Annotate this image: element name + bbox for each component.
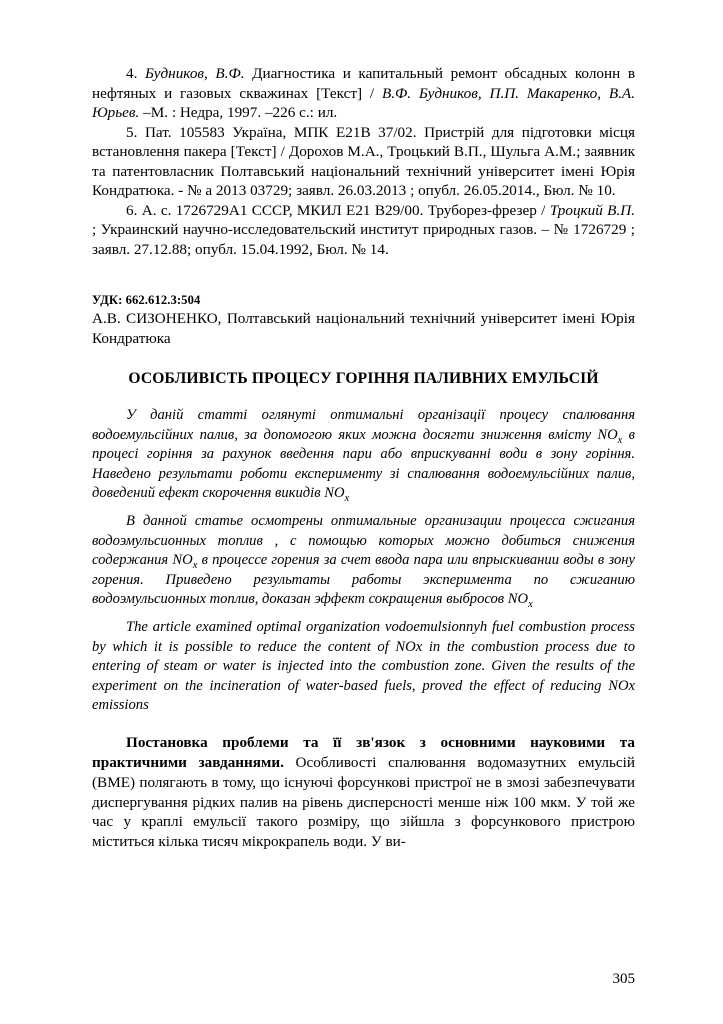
- reference-number: 6.: [126, 201, 142, 219]
- references-list: [92, 64, 635, 259]
- udk-code: УДК: 662.612.3:504: [92, 293, 201, 308]
- reference-author-italic: Будников, В.Ф.: [145, 65, 245, 82]
- body-bold-lead: Постановка проблеми та її зв'язок з основними науковими та практичними завданнями.: [92, 734, 635, 772]
- reference-item-6: [92, 201, 635, 260]
- reference-text-part2: ; Украинский научно-исследовательский институт природных газов. – № 1726729 ; заявл. 27.12.88; опубл. 15.04.1992, Бюл. № 14.: [92, 221, 635, 258]
- abstract-ukrainian: [92, 406, 635, 503]
- body-section: [92, 733, 635, 852]
- abstract-ua-part1: У даній статті оглянуті оптимальні організації процесу спалювання водоемульсійних палив, за допомогою яких можна досягти зниження вмісту NO: [92, 407, 635, 443]
- reference-number: 4.: [126, 65, 146, 82]
- reference-number: 5.: [126, 123, 145, 141]
- reference-text-part1: Диагностика и капитальный ремонт обсадных колонн в нефтяных и газовых скважинах [Текст] /: [92, 65, 636, 102]
- abstract-ua-part2: в процесі горіння за рахунок введення пари або вприскуванні води в зону горіння. Наведено результати роботи експерименту зі спалювання водоемульсійних палив, доведений ефект скорочення викидів NO: [92, 426, 635, 501]
- reference-item-5: [92, 123, 635, 201]
- body-paragraph: [92, 733, 635, 852]
- abstract-english: The article examined optimal organization vodoemulsionnyh fuel combustion process by which it is possible to reduce the content of NOx in the combustion process due to entering of steam or water is injected into the combustion zone. Given the results of the experiment on the incineration of water-based fuels, proved the effect of reducing NOx emissions: [92, 619, 635, 714]
- abstract-ru-part2: в процессе горения за счет ввода пара или впрыскивании воды в зону горения. Приведено результаты работы эксперимента по сжиганию водоэмульсионных топлив, доказан эффект сокращения выбросов NO: [92, 552, 635, 608]
- article-title: ОСОБЛИВІСТЬ ПРОЦЕСУ ГОРІННЯ ПАЛИВНИХ ЕМУЛЬСІЙ: [128, 370, 599, 388]
- abstract-ua-subscript-2: x: [344, 492, 350, 504]
- abstract-block: [92, 406, 635, 715]
- abstract-russian: [92, 512, 635, 609]
- reference-authors-italic-2: В.Ф. Будников, П.П. Макаренко, В.А. Юрьев.: [92, 84, 635, 122]
- abstract-ru-subscript-2: x: [528, 598, 533, 610]
- abstract-ru-part1: В данной статье осмотрены оптимальные организации процесса сжигания водоэмульсионных топлив , с помощью которых можно добиться снижения содержания NO: [92, 513, 635, 569]
- author-affiliation: А.В. СИЗОНЕНКО, Полтавський національний технічний університет імені Юрія Кондратюка: [92, 310, 635, 347]
- page-number: 305: [612, 971, 635, 987]
- reference-text-part1: А. с. 1726729А1 СССР, МКИЛ Е21 В29/00. Труборез-фрезер /: [141, 201, 550, 219]
- reference-author-italic: Троцкий В.П.: [549, 201, 636, 219]
- body-rest: Особливості спалювання водомазутних емульсій (ВМЕ) полягають в тому, що існуючі форсункові пристрої не в змозі забезпечувати диспергування рідких палив на рівень дисперсності менше ніж 100 мкм. У той же час у краплі емульсії такого розміру, що зійшла з форсункового пристрою міститься кілька тисяч мікрокрапель води. У ви-: [92, 754, 635, 851]
- abstract-ru-subscript-1: x: [192, 560, 198, 572]
- reference-item-4: [92, 64, 635, 123]
- reference-text-part2: –М. : Недра, 1997. –226 с.: ил.: [139, 104, 338, 122]
- section-spacer: [92, 259, 635, 293]
- abstract-ua-subscript-1: x: [617, 434, 623, 446]
- reference-text: Пат. 105583 Україна, МПК Е21В 37/02. Пристрій для підготовки місця встановлення пакера [Текст] / Дорохов М.А., Троцький В.П., Шульга А.М.; заявник та патентовласник Полтавський національний технічний університет імені Юрія Кондратюка. - № а 2013 03729; заявл. 26.03.2013 ; опубл. 26.05.2014., Бюл. № 10.: [92, 123, 635, 200]
